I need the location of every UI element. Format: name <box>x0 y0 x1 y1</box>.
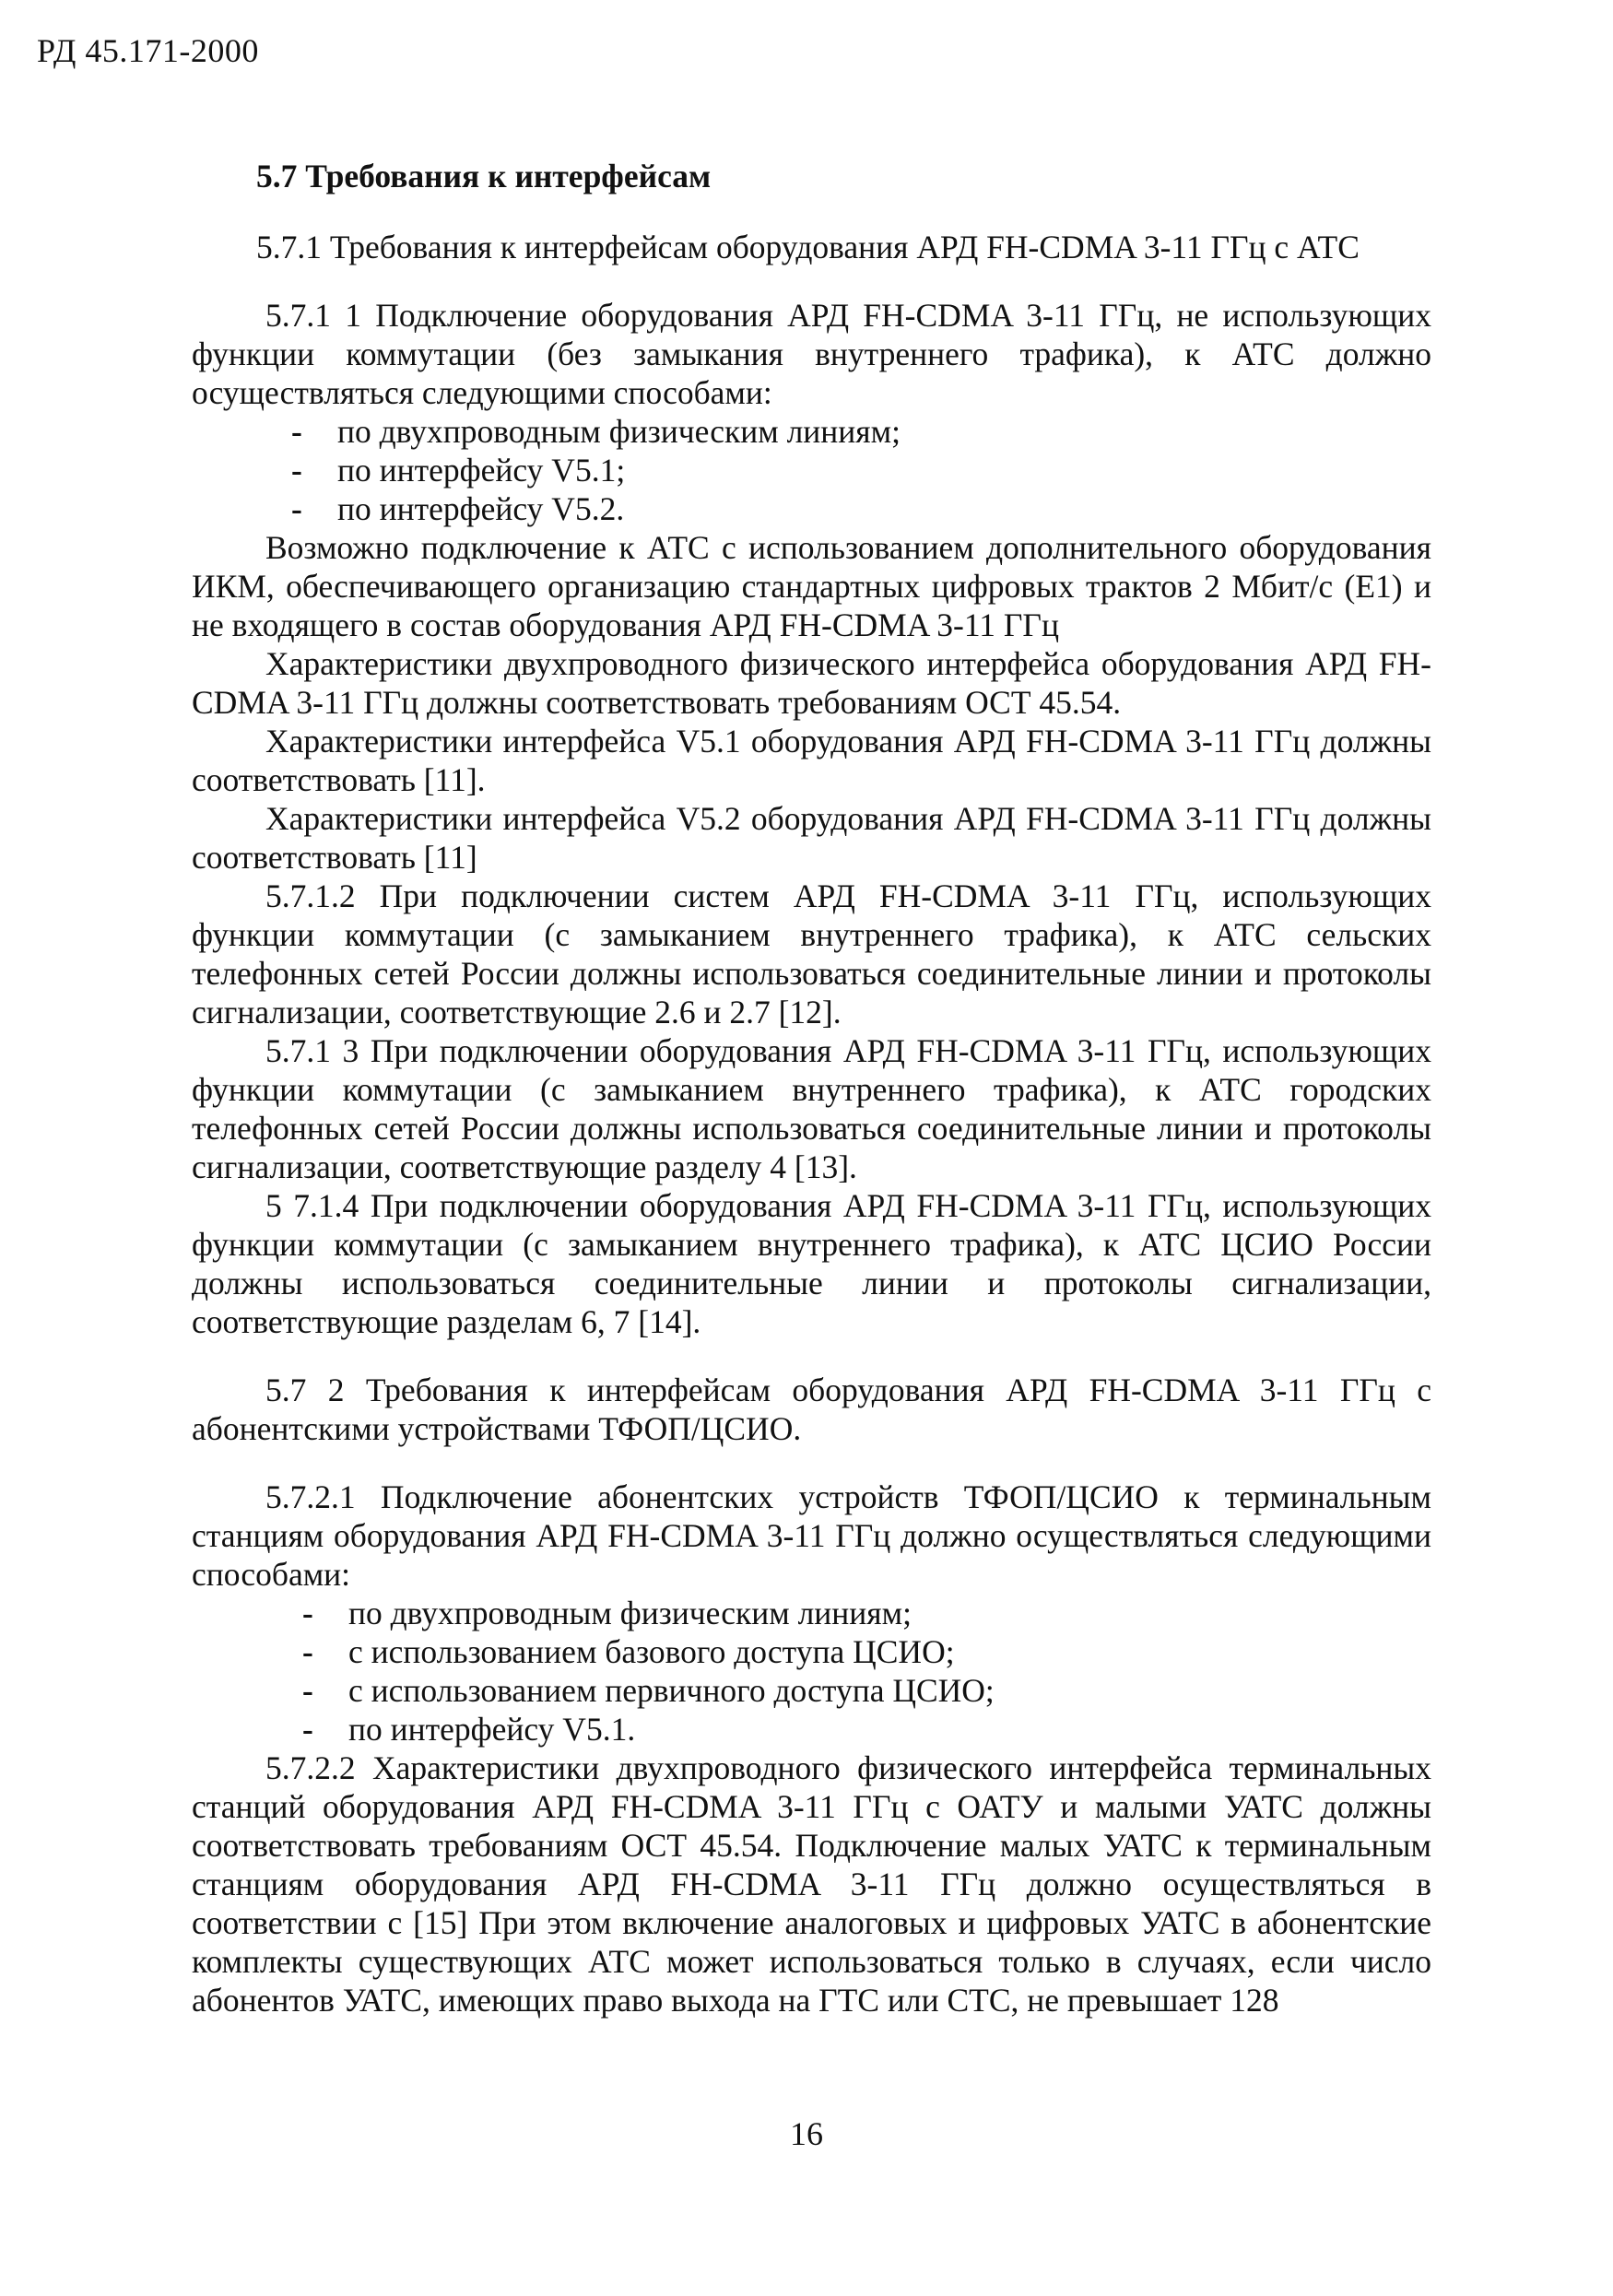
page-number: 16 <box>790 2115 823 2152</box>
document-code-header: РД 45.171-2000 <box>37 32 259 69</box>
list-item: - по интерфейсу V5.1. <box>302 1710 1431 1748</box>
subscriber-connection-list <box>192 1594 1431 1748</box>
list-item: - по двухпроводным физическим линиям; <box>302 1594 1431 1632</box>
connection-methods-list <box>192 412 1431 528</box>
list-item: - с использованием базового доступа ЦСИО; <box>302 1632 1431 1671</box>
paragraph-5-7-2-2: 5.7.2.2 Характеристики двухпроводного физического интерфейса терминальных станций оборудования АРД FH-CDMA 3-11 ГГц с ОАТУ и малыми УАТС должны соответствовать требованиям ОСТ 45.54. Подключение малых УАТС к терминальным станциям оборудования АРД FH-CDMA 3-11 ГГц должно осуществляться в соответствии с [15] При этом включение аналоговых и цифровых УАТС в абонентские комплекты существующих АТС может использоваться только в случаях, если число абонентов УАТС, имеющих право выхода на ГТС или СТС, не превышает 128 <box>192 1749 1431 2019</box>
list-item: - с использованием первичного доступа ЦСИО; <box>302 1671 1431 1710</box>
document-body <box>192 157 1431 2019</box>
paragraph: Характеристики интерфейса V5.1 оборудования АРД FH-CDMA 3-11 ГГц должны соответствовать [11]. <box>192 723 1431 798</box>
paragraph-5-7-2-1: 5.7.2.1 Подключение абонентских устройств ТФОП/ЦСИО к терминальным станциям оборудования АРД FH-CDMA 3-11 ГГц должно осуществляться следующими способами: <box>192 1478 1431 1593</box>
subsection-title-5-7-1: 5.7.1 Требования к интерфейсам оборудования АРД FH-CDMA 3-11 ГГц с АТС <box>256 229 1360 265</box>
list-item: - по двухпроводным физическим линиям; <box>291 412 1431 451</box>
list-item: - по интерфейсу V5.2. <box>291 489 1431 528</box>
paragraph: Возможно подключение к АТС с использованием дополнительного оборудования ИКМ, обеспечивающего организацию стандартных цифровых трактов 2 Мбит/с (E1) и не входящего в состав оборудования АРД FH-CDMA 3-11 ГГц <box>192 529 1431 643</box>
paragraph: Характеристики двухпроводного физического интерфейса оборудования АРД FH-CDMA 3-11 ГГц должны соответствовать требованиям ОСТ 45.54. <box>192 645 1431 721</box>
paragraph-5-7-1-1: 5.7.1 1 Подключение оборудования АРД FH-CDMA 3-11 ГГц, не использующих функции коммутации (без замыкания внутреннего трафика), к АТС должно осуществляться следующими способами: <box>192 297 1431 411</box>
section-title: 5.7 Требования к интерфейсам <box>256 158 712 194</box>
paragraph-5-7-1-2: 5.7.1.2 При подключении систем АРД FH-CDMA 3-11 ГГц, использующих функции коммутации (с замыканием внутреннего трафика), к АТС сельских телефонных сетей России должны использоваться соединительные линии и протоколы сигнализации, соответствующие 2.6 и 2.7 [12]. <box>192 877 1431 1030</box>
paragraph: Характеристики интерфейса V5.2 оборудования АРД FH-CDMA 3-11 ГГц должны соответствовать [11] <box>192 800 1431 876</box>
subsection-title-5-7-2: 5.7 2 Требования к интерфейсам оборудования АРД FH-CDMA 3-11 ГГц с абонентскими устройствами ТФОП/ЦСИО. <box>192 1372 1431 1447</box>
paragraph-5-7-1-4: 5 7.1.4 При подключении оборудования АРД FH-CDMA 3-11 ГГц, использующих функции коммутации (с замыканием внутреннего трафика), к АТС ЦСИО России должны использоваться соединительные линии и протоколы сигнализации, соответствующие разделам 6, 7 [14]. <box>192 1187 1431 1340</box>
list-item: - по интерфейсу V5.1; <box>291 451 1431 489</box>
paragraph-5-7-1-3: 5.7.1 3 При подключении оборудования АРД FH-CDMA 3-11 ГГц, использующих функции коммутации (с замыканием внутреннего трафика), к АТС городских телефонных сетей России должны использоваться соединительные линии и протоколы сигнализации, соответствующие разделу 4 [13]. <box>192 1032 1431 1185</box>
